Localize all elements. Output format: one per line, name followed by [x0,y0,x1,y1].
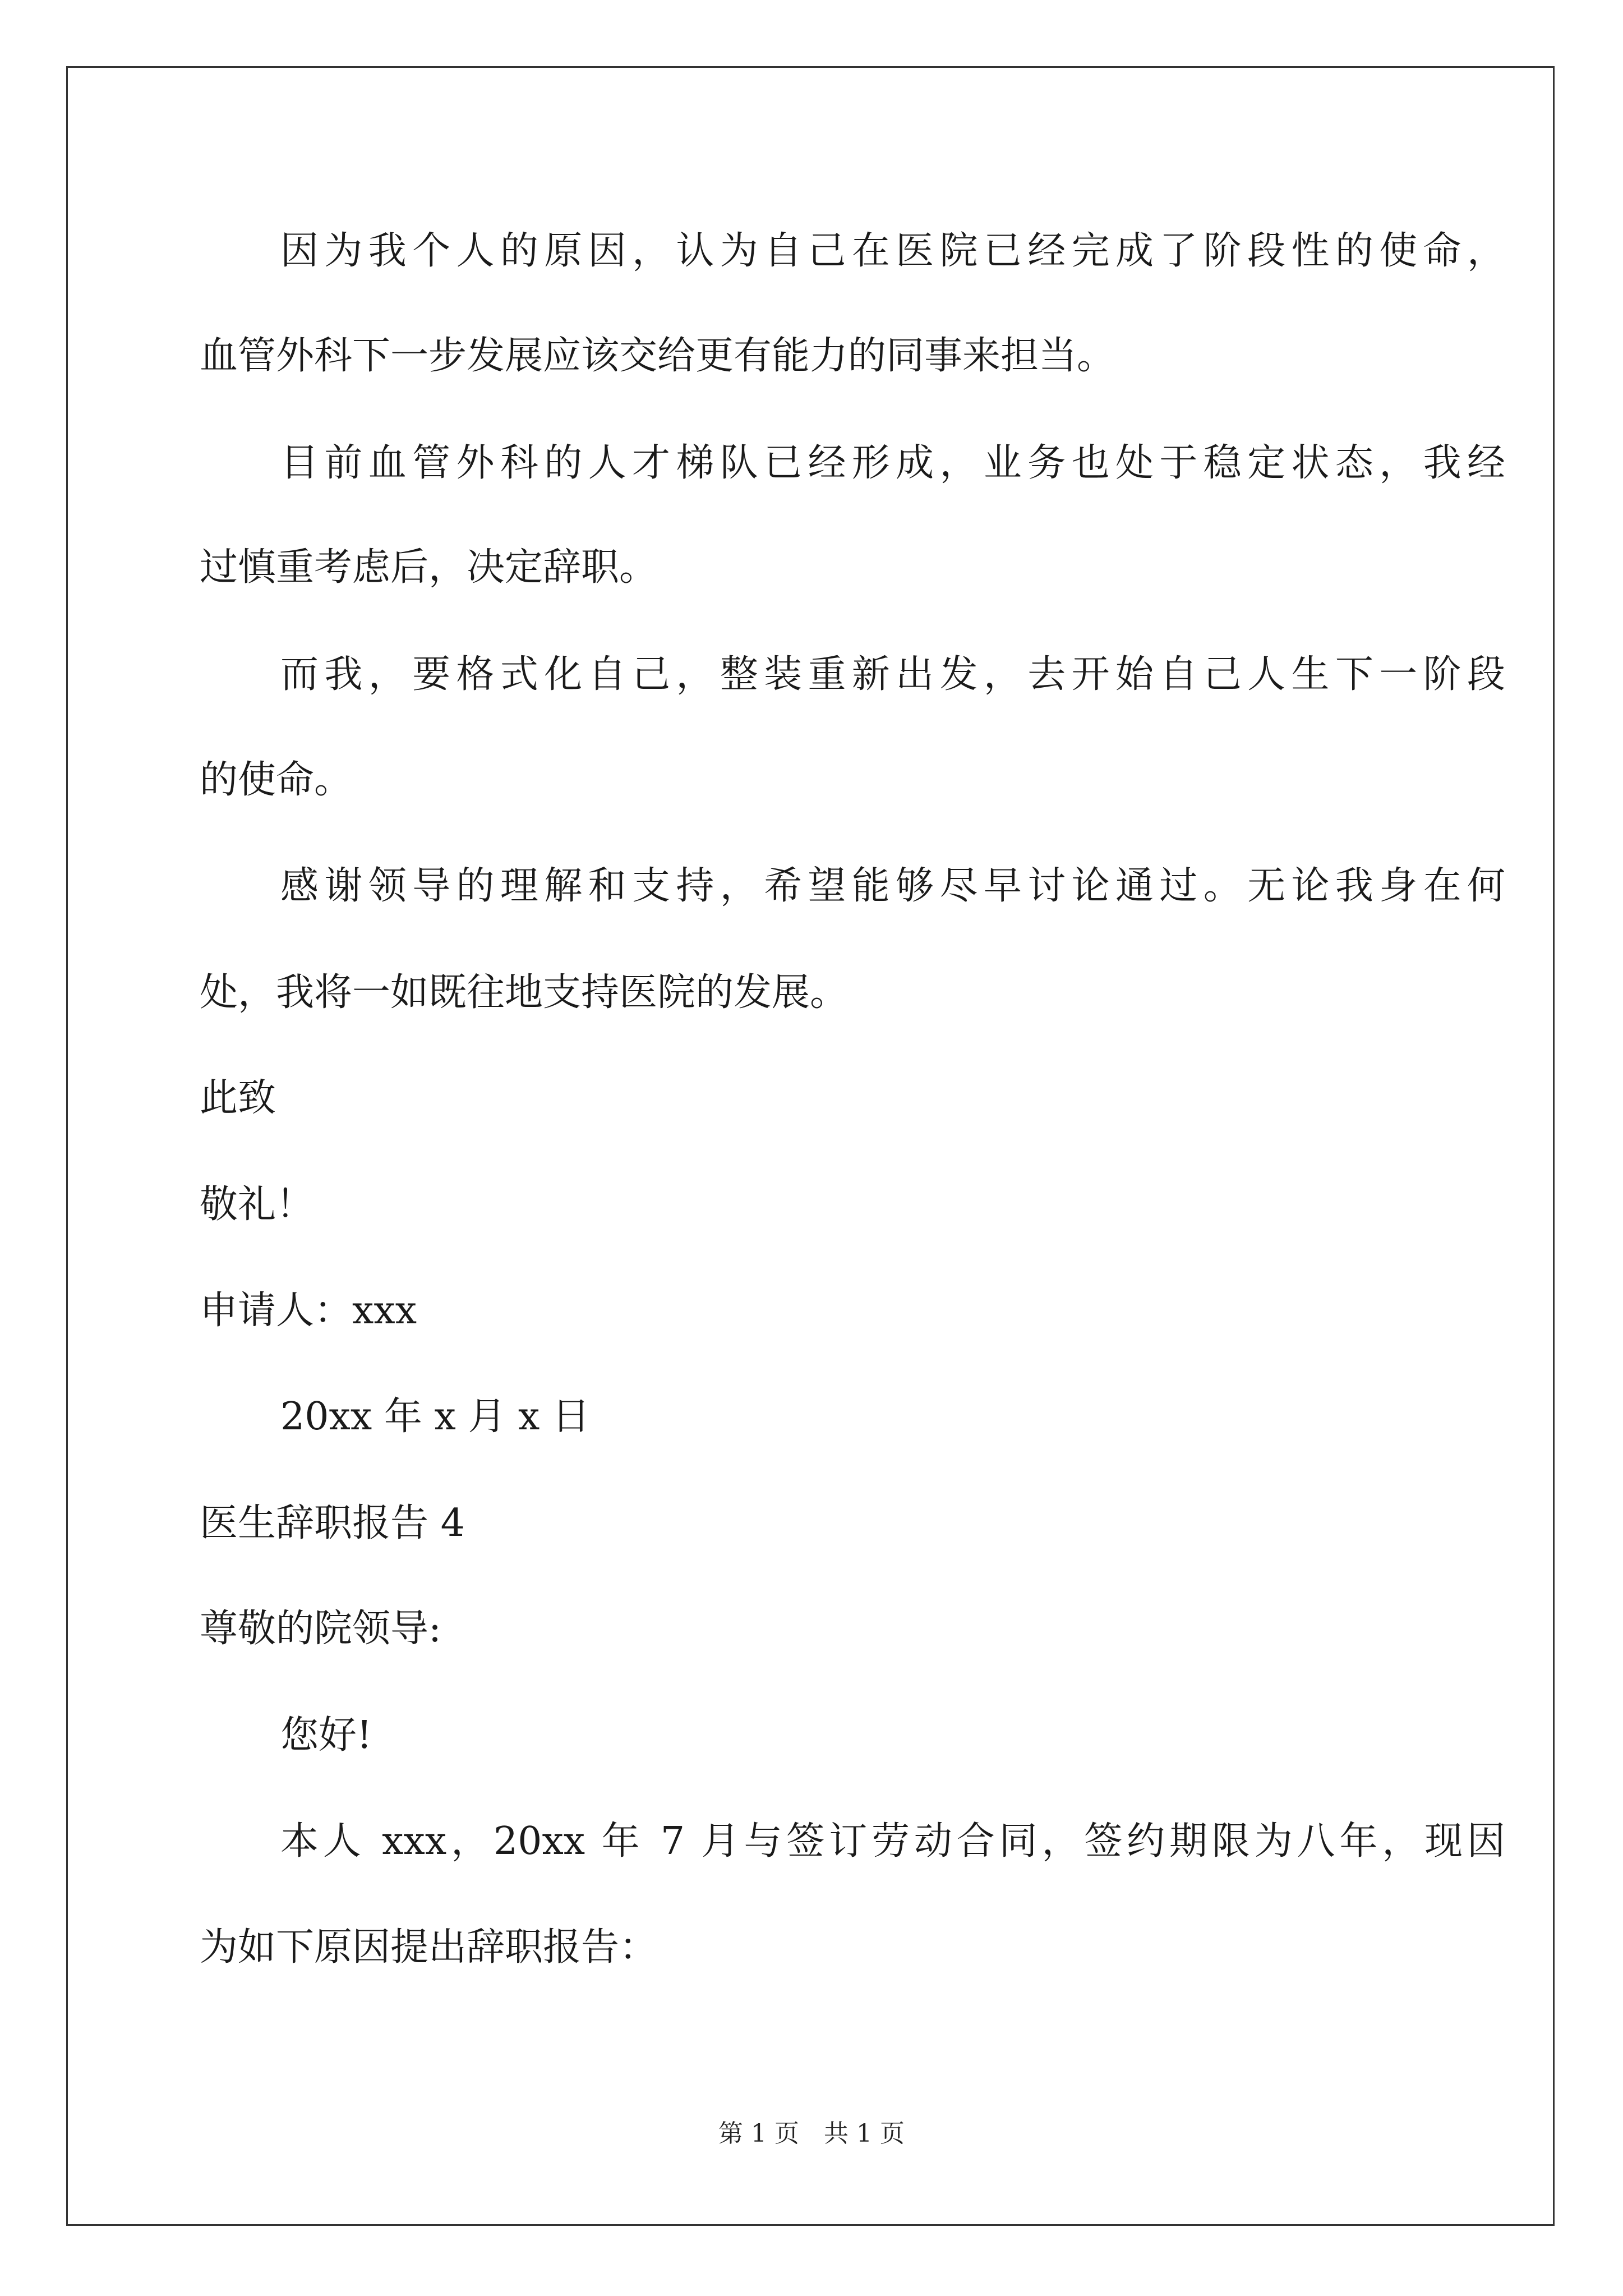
paragraph-line: 因为我个人的原因，认为自己在医院已经完成了阶段性的使命， [280,229,1505,273]
paragraph-line: 为如下原因提出辞职报告： [200,1925,658,1970]
paragraph-line: 目前血管外科的人才梯队已经形成，业务也处于稳定状态，我经 [280,441,1505,485]
greeting-line: 尊敬的院领导: [200,1607,441,1651]
paragraph-line: 本人 xxx，20xx 年 7 月与签订劳动合同，签约期限为八年，现因 [280,1819,1505,1864]
paragraph-line: 血管外科下一步发展应该交给更有能力的同事来担当。 [200,334,1115,378]
paragraph-line: 的使命。 [200,758,353,802]
applicant-line: 申请人：xxx [200,1289,417,1333]
closing-salutation: 此致 [200,1076,276,1120]
paragraph-line: 处，我将一如既往地支持医院的发展。 [200,970,849,1015]
date-line: 20xx 年 x 月 x 日 [280,1395,591,1439]
paragraph-line: 而我，要格式化自己，整装重新出发，去开始自己人生下一阶段 [280,652,1505,697]
page-number: 第 1 页 共 1 页 [718,2119,905,2148]
section-heading: 医生辞职报告 4 [200,1501,465,1545]
paragraph-line: 过慎重考虑后，决定辞职。 [200,545,658,590]
paragraph-line: 感谢领导的理解和支持，希望能够尽早讨论通过。无论我身在何 [280,864,1505,908]
greeting-hello: 您好! [280,1713,372,1757]
page-border [66,66,1555,2226]
closing-regards: 敬礼！ [200,1182,315,1227]
